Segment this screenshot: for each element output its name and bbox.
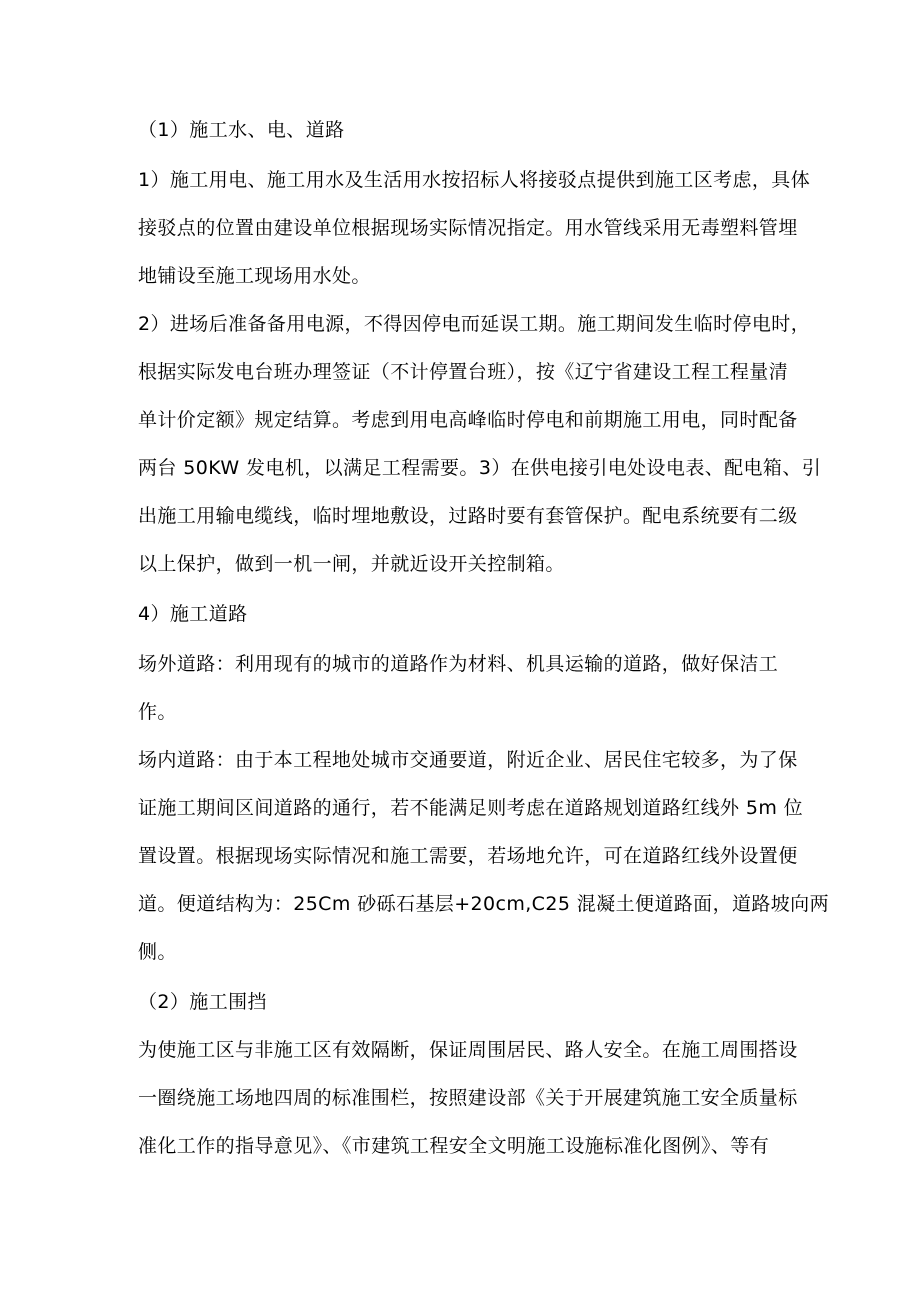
paragraph-line: 场内道路：由于本工程地处城市交通要道，附近企业、居民住宅较多，为了保 xyxy=(138,749,798,771)
paragraph-line: 1）施工用电、施工用水及生活用水按招标人将接驳点提供到施工区考虑，具体 xyxy=(138,169,811,191)
heading-construction-hoarding: （2）施工围挡 xyxy=(138,991,267,1013)
paragraph-line: 为使施工区与非施工区有效隔断，保证周围居民、路人安全。在施工周围搭设 xyxy=(138,1039,798,1061)
paragraph-line: 准化工作的指导意见》、《市建筑工程安全文明施工设施标准化图例》、等有 xyxy=(138,1135,770,1157)
heading-construction-utilities: （1）施工水、电、道路 xyxy=(138,119,345,141)
paragraph-line: 接驳点的位置由建设单位根据现场实际情况指定。用水管线采用无毒塑料管埋 xyxy=(138,217,798,239)
paragraph-line: 场外道路：利用现有的城市的道路作为材料、机具运输的道路，做好保洁工 xyxy=(138,653,779,675)
paragraph-line: 以上保护，做到一机一闸，并就近设开关控制箱。 xyxy=(138,553,565,575)
subheading-construction-roads: 4）施工道路 xyxy=(138,603,248,625)
paragraph-line: 侧。 xyxy=(138,941,177,963)
paragraph-line: 2）进场后准备备用电源，不得因停电而延误工期。施工期间发生临时停电时， xyxy=(138,313,811,335)
paragraph-line: 根据实际发电台班办理签证（不计停置台班），按《辽宁省建设工程工程量清 xyxy=(138,361,789,383)
paragraph-line: 一圈绕施工场地四周的标准围栏，按照建设部《关于开展建筑施工安全质量标 xyxy=(138,1087,798,1109)
paragraph-line: 作。 xyxy=(138,701,177,723)
paragraph-line: 道。便道结构为：25Cm 砂砾石基层+20cm,C25 混凝土便道路面，道路坡向两 xyxy=(138,893,829,915)
paragraph-line: 两台 50KW 发电机，以满足工程需要。3）在供电接引电处设电表、配电箱、引 xyxy=(138,457,822,479)
paragraph-line: 单计价定额》规定结算。考虑到用电高峰临时停电和前期施工用电，同时配备 xyxy=(138,409,798,431)
paragraph-line: 地铺设至施工现场用水处。 xyxy=(138,265,371,287)
paragraph-line: 出施工用输电缆线，临时埋地敷设，过路时要有套管保护。配电系统要有二级 xyxy=(138,505,798,527)
paragraph-line: 置设置。根据现场实际情况和施工需要，若场地允许，可在道路红线外设置便 xyxy=(138,845,798,867)
paragraph-line: 证施工期间区间道路的通行，若不能满足则考虑在道路规划道路红线外 5m 位 xyxy=(138,797,804,819)
